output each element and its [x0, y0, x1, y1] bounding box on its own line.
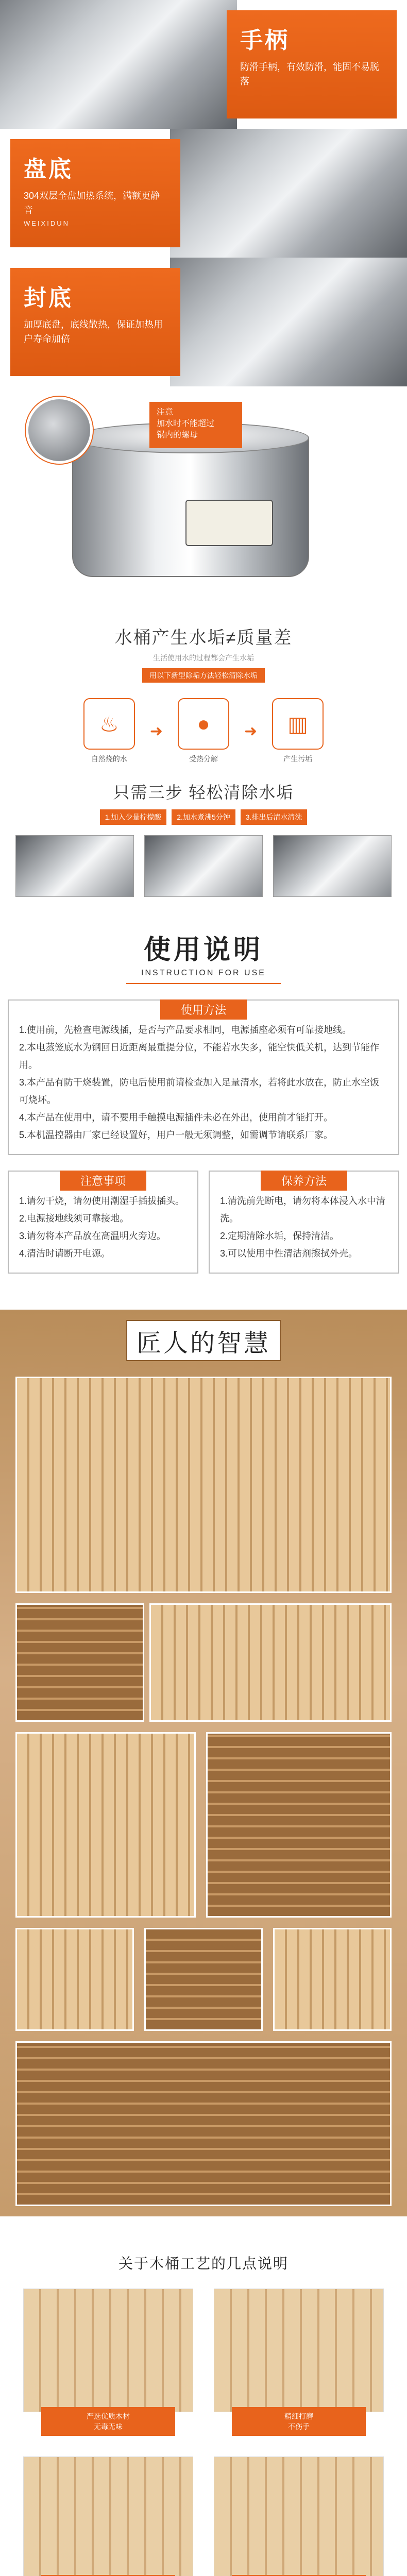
- maintenance-line: 2.定期清除水垢，保持清洁。: [220, 1231, 340, 1241]
- caution-box: [8, 1171, 198, 1274]
- base-photo: [170, 129, 407, 258]
- craft-photo: [15, 2041, 392, 2206]
- tech-item: [23, 2289, 193, 2436]
- method-tag: 使用方法: [160, 999, 247, 1020]
- steps: [0, 809, 407, 825]
- craftsman-banner: 匠人的智慧: [126, 1320, 281, 1361]
- flow-label: 自然烧的水: [91, 755, 127, 763]
- feature-card: [227, 10, 397, 118]
- seal-photo: [170, 258, 407, 386]
- product-hero: [0, 386, 407, 613]
- scale-headline: 水桶产生水垢≠质量差: [114, 628, 293, 648]
- craft-tech-section: [0, 2252, 407, 2576]
- heat-icon: ●: [178, 698, 229, 750]
- tech-item: [214, 2289, 384, 2436]
- method-box: [8, 999, 399, 1155]
- caution-line: 2.电源接地线须可靠接地。: [19, 1213, 129, 1224]
- feature-en: WEIXIDUN: [24, 219, 70, 227]
- craft-photo: [15, 1732, 196, 1918]
- tech-photo: [214, 2456, 384, 2576]
- craft-photo: [144, 1928, 263, 2031]
- divider: [126, 983, 281, 984]
- feature-title: 手柄: [240, 28, 290, 53]
- handle-photo: [0, 0, 237, 129]
- tech-caption: 精细打磨 不伤手: [232, 2407, 366, 2436]
- tech-title: 关于木桶工艺的几点说明: [118, 2256, 289, 2272]
- feature-desc: 防滑手柄，有效防滑，能固不易脱落: [240, 62, 379, 87]
- scale-tip: 用以下新型除垢方法轻松清除水垢: [142, 668, 265, 683]
- flow-item: [175, 698, 232, 764]
- method-line: 2.本电蒸笼底水为钢回日近距离最重提分位，不能若水失多，能空快低关机，达到节能作用。: [19, 1042, 380, 1070]
- method-line: 3.本产品有防干烧装置，防电后使用前请检查加入足量清水，若将此水放在，防止水空饭可烧坏。: [19, 1077, 380, 1105]
- feature-desc: 加厚底盘，底线散热，保证加热用户寿命加倍: [24, 319, 163, 344]
- method-line: 1.使用前，先检查电源线插，是否与产品要求相同，电源插座必须有可靠接地线。: [19, 1025, 352, 1035]
- instructions-title: 使用说明: [143, 935, 263, 965]
- tech-item: [214, 2456, 384, 2576]
- step-photo: [144, 835, 263, 897]
- craft-photo: [206, 1732, 392, 1918]
- water-level-callout: 注意 加水时不能超过 锅内的螺母: [149, 402, 242, 448]
- instructions-section: [0, 928, 407, 1274]
- step-photos: [0, 835, 407, 897]
- maintenance-line: 1.清洗前先断电，请勿将本体浸入水中清洗。: [220, 1196, 386, 1224]
- arrow-right-icon: ➜: [149, 722, 163, 740]
- step-chip: 1.加入少量柠檬酸: [100, 809, 167, 825]
- feature-title: 封底: [24, 285, 73, 311]
- scale-icon: ▥: [272, 698, 324, 750]
- flow-item: [81, 698, 138, 764]
- maintenance-tag: 保养方法: [261, 1171, 347, 1191]
- control-panel: [185, 500, 273, 546]
- feature-base: [0, 129, 407, 258]
- caution-tag: 注意事项: [60, 1171, 146, 1191]
- flow-label: 受热分解: [189, 755, 218, 763]
- craft-photo: [15, 1603, 144, 1722]
- notes-row: [8, 1171, 399, 1274]
- craft-photo: [273, 1928, 392, 2031]
- step-photo: [15, 835, 134, 897]
- craft-photo: [149, 1603, 392, 1722]
- tech-item: [23, 2456, 193, 2576]
- steps-title: 只需三步 轻松清除水垢: [113, 783, 294, 802]
- caution-line: 1.请勿干烧，请勿使用潮湿手插拔插头。: [19, 1196, 185, 1206]
- step-chip: 2.加水煮沸5分钟: [172, 809, 235, 825]
- instructions-en: INSTRUCTION FOR USE: [141, 969, 266, 977]
- feature-handle: [0, 0, 407, 129]
- method-line: 5.本机温控器由厂家已经设置好，用户一般无须调整，如需调节请联系厂家。: [19, 1130, 333, 1140]
- maintenance-line: 3.可以使用中性清洁剂擦拭外壳。: [220, 1248, 358, 1259]
- scale-section: [0, 613, 407, 897]
- arrow-right-icon: ➜: [244, 722, 258, 740]
- feature-card: [10, 139, 180, 247]
- tech-photo: [23, 2456, 193, 2576]
- feature-title: 盘底: [24, 157, 73, 182]
- tech-caption: 严选优质木材 无毒无味: [41, 2407, 175, 2436]
- craftsman-section: [0, 1310, 407, 2216]
- craft-photo: [15, 1377, 392, 1593]
- tech-photo: [214, 2289, 384, 2412]
- craft-photo: [15, 1928, 134, 2031]
- tech-photo: [23, 2289, 193, 2412]
- caution-line: 4.清洁时请断开电源。: [19, 1248, 111, 1259]
- maintenance-box: [209, 1171, 399, 1274]
- scale-sub: 生活使用水的过程都会产生水垢: [153, 654, 254, 662]
- feature-card: [10, 268, 180, 376]
- flow-item: [269, 698, 326, 764]
- tech-grid: [0, 2289, 407, 2576]
- method-line: 4.本产品在使用中，请不要用手触摸电源插件未必在外出，使用前才能打开。: [19, 1112, 333, 1123]
- detail-zoom: [26, 397, 93, 464]
- scale-flow: [0, 698, 407, 764]
- flow-label: 产生污垢: [283, 755, 313, 763]
- feature-seal: [0, 258, 407, 386]
- feature-desc: 304双层全盘加热系统，满额更静音: [24, 191, 160, 215]
- step-chip: 3.排出后清水清洗: [241, 809, 308, 825]
- water-icon: ♨: [83, 698, 135, 750]
- step-photo: [273, 835, 392, 897]
- caution-line: 3.请勿将本产品放在高温明火旁边。: [19, 1231, 166, 1241]
